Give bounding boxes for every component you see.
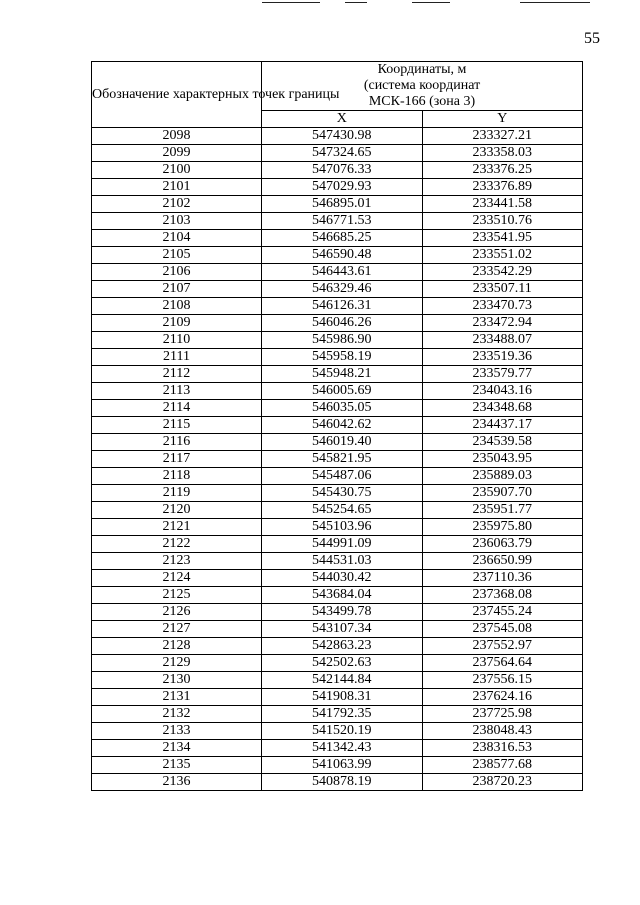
x-coordinate-cell: 544991.09 xyxy=(262,536,423,553)
table-row xyxy=(92,213,583,230)
point-cell: 2125 xyxy=(92,587,262,604)
y-coordinate-cell: 233470.73 xyxy=(422,298,583,315)
y-coordinate-cell: 233472.94 xyxy=(422,315,583,332)
table-row xyxy=(92,349,583,366)
y-coordinate-cell: 237368.08 xyxy=(422,587,583,604)
x-coordinate-cell: 546590.48 xyxy=(262,247,423,264)
y-coordinate-cell: 233441.58 xyxy=(422,196,583,213)
table-row xyxy=(92,179,583,196)
header-row xyxy=(92,62,583,111)
table-row xyxy=(92,400,583,417)
x-coordinate-cell: 546126.31 xyxy=(262,298,423,315)
x-coordinate-cell: 547029.93 xyxy=(262,179,423,196)
x-coordinate-cell: 545487.06 xyxy=(262,468,423,485)
table-row xyxy=(92,298,583,315)
x-coordinate-cell: 546895.01 xyxy=(262,196,423,213)
y-coordinate-cell: 233579.77 xyxy=(422,366,583,383)
table-row xyxy=(92,706,583,723)
point-cell: 2108 xyxy=(92,298,262,315)
point-cell: 2119 xyxy=(92,485,262,502)
y-coordinate-cell: 237556.15 xyxy=(422,672,583,689)
coordinates-header-line2: (система координат xyxy=(363,78,481,93)
table-row xyxy=(92,519,583,536)
point-cell: 2102 xyxy=(92,196,262,213)
table-row xyxy=(92,502,583,519)
y-coordinate-cell: 235043.95 xyxy=(422,451,583,468)
x-coordinate-cell: 546035.05 xyxy=(262,400,423,417)
x-coordinate-cell: 545986.90 xyxy=(262,332,423,349)
point-cell: 2128 xyxy=(92,638,262,655)
table-row xyxy=(92,264,583,281)
x-coordinate-cell: 543499.78 xyxy=(262,604,423,621)
table-row xyxy=(92,672,583,689)
point-cell: 2116 xyxy=(92,434,262,451)
table-row xyxy=(92,638,583,655)
x-coordinate-cell: 546443.61 xyxy=(262,264,423,281)
coordinates-header-line3: МСК-166 (зона 3) xyxy=(368,94,476,109)
x-coordinate-cell: 544030.42 xyxy=(262,570,423,587)
y-coordinate-cell: 238316.53 xyxy=(422,740,583,757)
y-coordinate-cell: 237564.64 xyxy=(422,655,583,672)
x-coordinate-cell: 546042.62 xyxy=(262,417,423,434)
y-coordinate-cell: 237624.16 xyxy=(422,689,583,706)
point-cell: 2127 xyxy=(92,621,262,638)
point-cell: 2124 xyxy=(92,570,262,587)
point-cell: 2131 xyxy=(92,689,262,706)
table-row xyxy=(92,570,583,587)
x-coordinate-cell: 547324.65 xyxy=(262,145,423,162)
table-row xyxy=(92,604,583,621)
y-coordinate-cell: 235951.77 xyxy=(422,502,583,519)
y-coordinate-cell: 233488.07 xyxy=(422,332,583,349)
x-coordinate-cell: 543107.34 xyxy=(262,621,423,638)
y-coordinate-cell: 234539.58 xyxy=(422,434,583,451)
y-coordinate-cell: 238720.23 xyxy=(422,774,583,791)
point-cell: 2136 xyxy=(92,774,262,791)
x-coordinate-cell: 546019.40 xyxy=(262,434,423,451)
x-coordinate-cell: 542863.23 xyxy=(262,638,423,655)
table-row xyxy=(92,366,583,383)
x-coordinate-cell: 545958.19 xyxy=(262,349,423,366)
point-cell: 2109 xyxy=(92,315,262,332)
table-row xyxy=(92,485,583,502)
table-row xyxy=(92,281,583,298)
y-coordinate-cell: 236650.99 xyxy=(422,553,583,570)
x-coordinate-cell: 545254.65 xyxy=(262,502,423,519)
table-row xyxy=(92,655,583,672)
table-row xyxy=(92,689,583,706)
x-coordinate-cell: 545948.21 xyxy=(262,366,423,383)
y-coordinate-cell: 233510.76 xyxy=(422,213,583,230)
x-coordinate-cell: 546771.53 xyxy=(262,213,423,230)
point-cell: 2107 xyxy=(92,281,262,298)
table-row xyxy=(92,621,583,638)
point-cell: 2133 xyxy=(92,723,262,740)
x-coordinate-cell: 541908.31 xyxy=(262,689,423,706)
y-coordinate-cell: 233541.95 xyxy=(422,230,583,247)
point-designation-label: Обозначение характерных точек границы xyxy=(92,86,340,102)
point-cell: 2098 xyxy=(92,128,262,145)
point-cell: 2118 xyxy=(92,468,262,485)
y-coordinate-cell: 233542.29 xyxy=(422,264,583,281)
table-row xyxy=(92,128,583,145)
x-coordinate-cell: 547076.33 xyxy=(262,162,423,179)
y-coordinate-cell: 235907.70 xyxy=(422,485,583,502)
x-coordinate-cell: 541063.99 xyxy=(262,757,423,774)
coordinates-table xyxy=(91,61,583,791)
x-column-header: X xyxy=(262,111,423,128)
x-coordinate-cell: 547430.98 xyxy=(262,128,423,145)
x-coordinate-cell: 541520.19 xyxy=(262,723,423,740)
x-coordinate-cell: 545103.96 xyxy=(262,519,423,536)
x-coordinate-cell: 543684.04 xyxy=(262,587,423,604)
point-cell: 2115 xyxy=(92,417,262,434)
point-cell: 2117 xyxy=(92,451,262,468)
table-row xyxy=(92,145,583,162)
y-coordinate-cell: 234437.17 xyxy=(422,417,583,434)
x-coordinate-cell: 542144.84 xyxy=(262,672,423,689)
table-row xyxy=(92,247,583,264)
table-row xyxy=(92,383,583,400)
table-row xyxy=(92,740,583,757)
point-cell: 2111 xyxy=(92,349,262,366)
y-coordinate-cell: 233376.25 xyxy=(422,162,583,179)
point-cell: 2126 xyxy=(92,604,262,621)
y-coordinate-cell: 233551.02 xyxy=(422,247,583,264)
table-row xyxy=(92,553,583,570)
y-coordinate-cell: 234348.68 xyxy=(422,400,583,417)
x-coordinate-cell: 540878.19 xyxy=(262,774,423,791)
table-row xyxy=(92,332,583,349)
x-coordinate-cell: 546329.46 xyxy=(262,281,423,298)
table-row xyxy=(92,315,583,332)
point-cell: 2103 xyxy=(92,213,262,230)
coordinates-header-line1: Координаты, м xyxy=(377,62,467,77)
y-coordinate-cell: 233327.21 xyxy=(422,128,583,145)
table-row xyxy=(92,757,583,774)
y-coordinate-cell: 234043.16 xyxy=(422,383,583,400)
point-cell: 2099 xyxy=(92,145,262,162)
y-coordinate-cell: 238048.43 xyxy=(422,723,583,740)
table-row xyxy=(92,587,583,604)
point-cell: 2106 xyxy=(92,264,262,281)
table-row xyxy=(92,162,583,179)
table-row xyxy=(92,230,583,247)
y-coordinate-cell: 235889.03 xyxy=(422,468,583,485)
y-coordinate-cell: 237110.36 xyxy=(422,570,583,587)
y-coordinate-cell: 233358.03 xyxy=(422,145,583,162)
y-coordinate-cell: 235975.80 xyxy=(422,519,583,536)
y-coordinate-cell: 233376.89 xyxy=(422,179,583,196)
point-cell: 2132 xyxy=(92,706,262,723)
point-cell: 2100 xyxy=(92,162,262,179)
x-coordinate-cell: 545821.95 xyxy=(262,451,423,468)
point-cell: 2129 xyxy=(92,655,262,672)
x-coordinate-cell: 546046.26 xyxy=(262,315,423,332)
table-row xyxy=(92,536,583,553)
point-designation-header xyxy=(92,62,340,128)
point-cell: 2104 xyxy=(92,230,262,247)
point-cell: 2101 xyxy=(92,179,262,196)
table-row xyxy=(92,434,583,451)
table-row xyxy=(92,723,583,740)
point-cell: 2112 xyxy=(92,366,262,383)
table-header xyxy=(92,62,583,128)
point-cell: 2120 xyxy=(92,502,262,519)
table-row xyxy=(92,196,583,213)
page-number: 55 xyxy=(584,30,600,47)
x-coordinate-cell: 541792.35 xyxy=(262,706,423,723)
point-cell: 2114 xyxy=(92,400,262,417)
table-row xyxy=(92,417,583,434)
point-cell: 2105 xyxy=(92,247,262,264)
point-cell: 2134 xyxy=(92,740,262,757)
point-cell: 2122 xyxy=(92,536,262,553)
table-row xyxy=(92,774,583,791)
x-coordinate-cell: 544531.03 xyxy=(262,553,423,570)
y-coordinate-cell: 233507.11 xyxy=(422,281,583,298)
top-edge-scan-marks xyxy=(0,0,640,6)
x-coordinate-cell: 541342.43 xyxy=(262,740,423,757)
table-body xyxy=(92,128,583,791)
x-coordinate-cell: 542502.63 xyxy=(262,655,423,672)
y-coordinate-cell: 237725.98 xyxy=(422,706,583,723)
point-cell: 2123 xyxy=(92,553,262,570)
point-cell: 2130 xyxy=(92,672,262,689)
table-row xyxy=(92,451,583,468)
x-coordinate-cell: 545430.75 xyxy=(262,485,423,502)
point-cell: 2135 xyxy=(92,757,262,774)
y-coordinate-cell: 237552.97 xyxy=(422,638,583,655)
point-cell: 2113 xyxy=(92,383,262,400)
x-coordinate-cell: 546685.25 xyxy=(262,230,423,247)
y-coordinate-cell: 233519.36 xyxy=(422,349,583,366)
y-coordinate-cell: 237545.08 xyxy=(422,621,583,638)
point-cell: 2121 xyxy=(92,519,262,536)
point-cell: 2110 xyxy=(92,332,262,349)
y-column-header: Y xyxy=(422,111,583,128)
x-coordinate-cell: 546005.69 xyxy=(262,383,423,400)
y-coordinate-cell: 236063.79 xyxy=(422,536,583,553)
table-row xyxy=(92,468,583,485)
y-coordinate-cell: 237455.24 xyxy=(422,604,583,621)
y-coordinate-cell: 238577.68 xyxy=(422,757,583,774)
